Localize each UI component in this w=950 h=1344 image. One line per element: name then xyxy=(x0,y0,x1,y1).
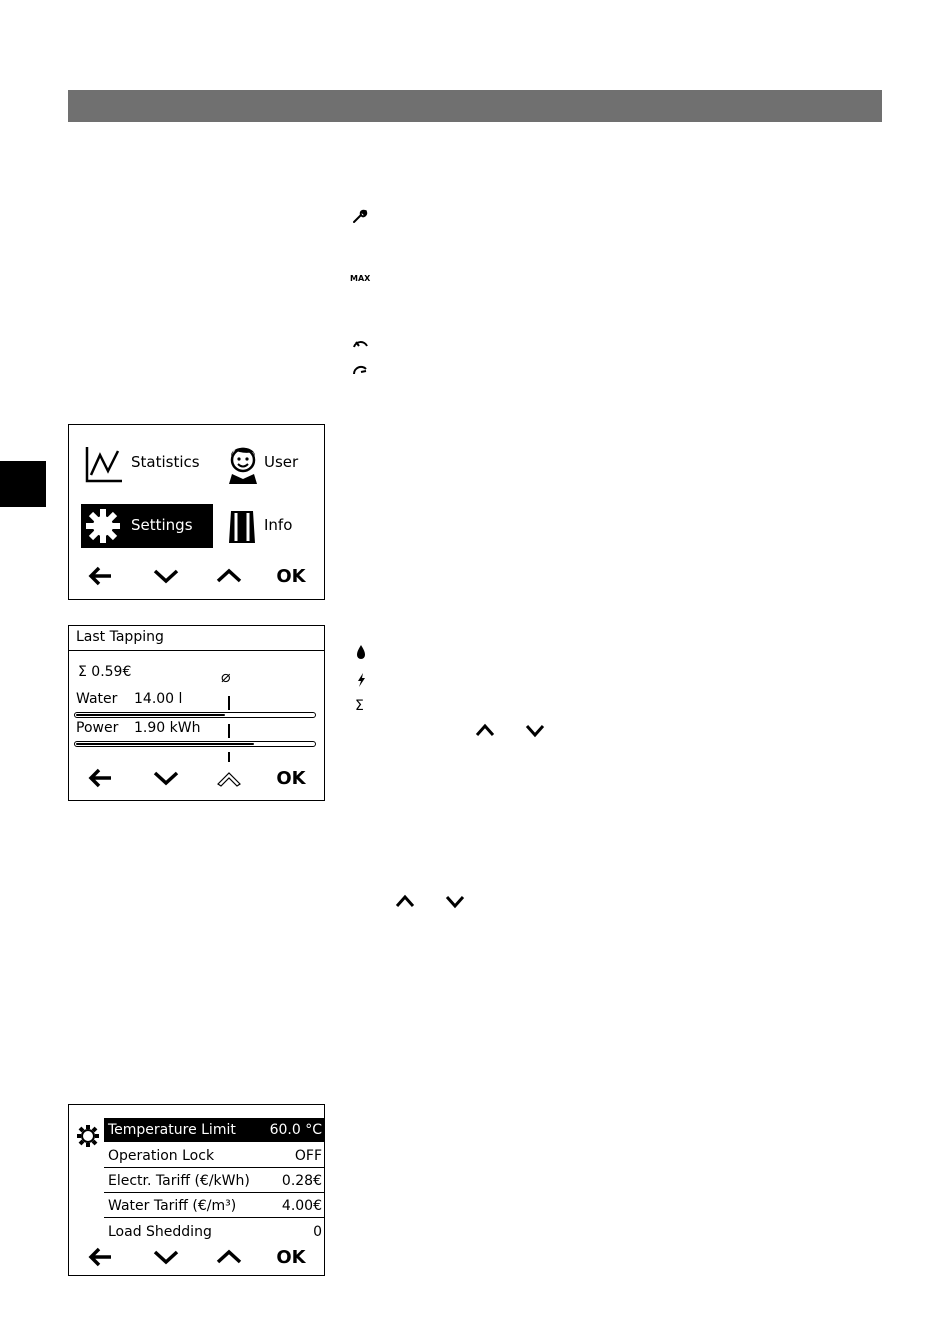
back-button[interactable] xyxy=(81,1243,121,1271)
average-symbol: ⌀ xyxy=(221,667,231,686)
sum-cost: Σ 0.59€ xyxy=(78,664,132,680)
row-value: 60.0 °C xyxy=(269,1122,322,1138)
arrow-left-icon xyxy=(87,1246,115,1268)
average-marker xyxy=(228,752,230,762)
down-button[interactable] xyxy=(146,562,186,590)
row-value: 4.00€ xyxy=(281,1197,322,1214)
row-label: Temperature Limit xyxy=(108,1122,236,1138)
section-header-bar xyxy=(68,90,882,122)
chevron-up-icon xyxy=(215,566,243,586)
chevron-up-icon xyxy=(394,893,416,909)
chevron-up-icon xyxy=(474,722,496,738)
menu-settings: Settings xyxy=(131,516,193,534)
max-icon: MAX xyxy=(350,274,371,283)
up-button[interactable] xyxy=(209,562,249,590)
statistics-icon xyxy=(84,445,124,485)
chapter-tab-marker xyxy=(0,461,46,507)
gear-icon xyxy=(75,1123,101,1149)
screen-title: Last Tapping xyxy=(76,629,164,645)
water-label: Water xyxy=(76,691,118,707)
settings-row-temperature-limit[interactable] xyxy=(104,1118,324,1142)
row-value: 0 xyxy=(313,1224,322,1240)
average-marker xyxy=(228,696,230,710)
average-marker xyxy=(228,724,230,738)
back-button[interactable] xyxy=(81,562,121,590)
up-button[interactable] xyxy=(209,1243,249,1271)
chevron-down-icon xyxy=(444,893,466,909)
row-value: 0.28€ xyxy=(281,1172,322,1189)
row-label: Water Tariff (€/m³) xyxy=(108,1197,237,1214)
power-value: 1.90 kWh xyxy=(134,720,201,736)
ok-button[interactable]: OK xyxy=(276,1246,306,1268)
lightning-icon xyxy=(354,671,374,691)
settings-row-electricity-tariff[interactable] xyxy=(104,1169,324,1193)
settings-row-load-shedding[interactable] xyxy=(104,1220,324,1244)
water-bar-fill xyxy=(76,714,225,716)
power-bar-fill xyxy=(76,743,254,745)
back-button[interactable] xyxy=(81,764,121,792)
up-button-disabled[interactable] xyxy=(209,764,249,792)
gauge-low-icon xyxy=(350,334,370,354)
user-icon xyxy=(226,442,260,484)
chevron-up-outline-icon xyxy=(215,768,243,788)
menu-info[interactable]: Info xyxy=(264,516,293,534)
menu-settings-selected[interactable] xyxy=(81,504,213,548)
row-label: Operation Lock xyxy=(108,1147,215,1164)
chevron-down-icon xyxy=(152,1247,180,1267)
sigma-icon: Σ xyxy=(355,698,364,714)
row-value: OFF xyxy=(294,1147,322,1164)
ok-button[interactable]: OK xyxy=(276,565,306,587)
wrench-icon xyxy=(350,206,370,226)
drop-icon xyxy=(354,643,374,663)
menu-user[interactable]: User xyxy=(264,453,299,471)
last-tapping-screen xyxy=(68,625,325,801)
arrow-left-icon xyxy=(87,565,115,587)
row-label: Load Shedding xyxy=(108,1224,212,1240)
settings-row-operation-lock[interactable] xyxy=(104,1144,324,1168)
gear-icon xyxy=(83,507,123,545)
settings-screen xyxy=(68,1104,325,1276)
screen-title-bar xyxy=(69,626,324,651)
down-button[interactable] xyxy=(146,1243,186,1271)
ok-button[interactable]: OK xyxy=(276,767,306,789)
water-value: 14.00 l xyxy=(134,691,183,707)
menu-statistics[interactable]: Statistics xyxy=(131,453,200,471)
info-device-icon xyxy=(226,509,258,545)
row-label: Electr. Tariff (€/kWh) xyxy=(108,1172,250,1189)
power-label: Power xyxy=(76,720,119,736)
power-bar xyxy=(74,741,316,747)
down-button[interactable] xyxy=(146,764,186,792)
arrow-left-icon xyxy=(87,767,115,789)
gauge-high-icon xyxy=(350,360,370,380)
chevron-down-icon xyxy=(524,722,546,738)
chevron-down-icon xyxy=(152,768,180,788)
menu-screen xyxy=(68,424,325,600)
water-bar xyxy=(74,712,316,718)
chevron-down-icon xyxy=(152,566,180,586)
chevron-up-icon xyxy=(215,1247,243,1267)
settings-row-water-tariff[interactable] xyxy=(104,1194,324,1218)
